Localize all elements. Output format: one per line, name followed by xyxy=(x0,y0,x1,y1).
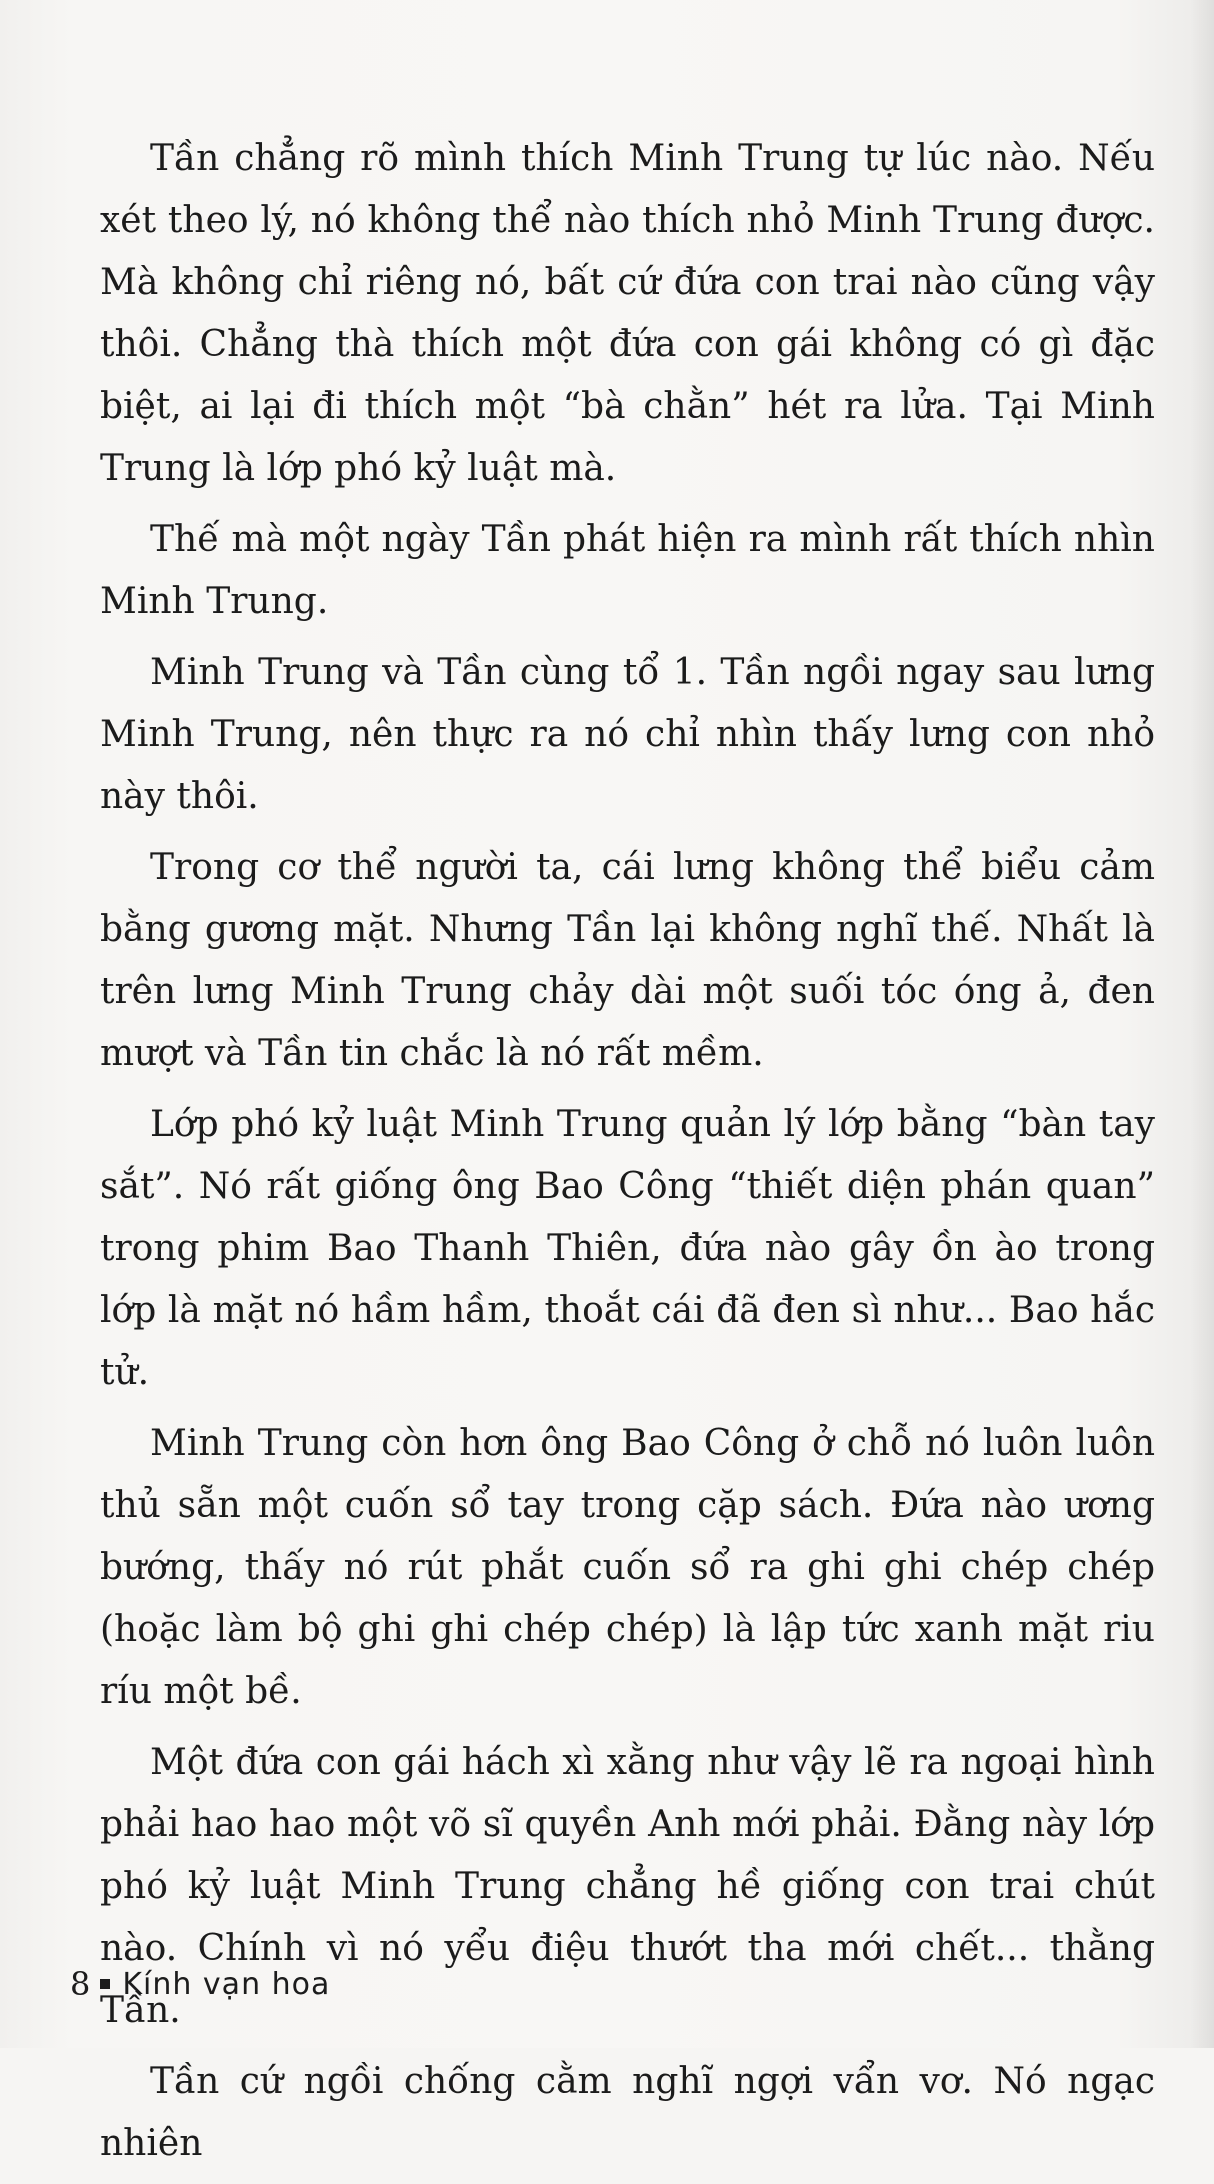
paragraph-2: Thế mà một ngày Tần phát hiện ra mình rất thích nhìn Minh Trung. xyxy=(100,519,1155,622)
paragraph-4: Trong cơ thể người ta, cái lưng không thể biểu cảm bằng gương mặt. Nhưng Tần lại không nghĩ thế. Nhất là trên lưng Minh Trung chảy dài một suối tóc óng ả, đen mượt và Tần tin chắc là nó rất mềm. xyxy=(100,847,1155,1074)
body-text xyxy=(100,128,1155,2184)
paragraph-6: Minh Trung còn hơn ông Bao Công ở chỗ nó luôn luôn thủ sẵn một cuốn sổ tay trong cặp sách. Đứa nào ương bướng, thấy nó rút phắt cuốn sổ ra ghi ghi chép chép (hoặc làm bộ ghi ghi chép chép) là lập tức xanh mặt riu ríu một bề. xyxy=(100,1423,1155,1712)
paragraph-8: Tần cứ ngồi chống cằm nghĩ ngợi vẩn vơ. Nó ngạc nhiên xyxy=(100,2061,1155,2164)
page-footer xyxy=(70,1965,330,2003)
page-number: 8 xyxy=(70,1965,91,2003)
paragraph-1: Tần chẳng rõ mình thích Minh Trung tự lúc nào. Nếu xét theo lý, nó không thể nào thích nhỏ Minh Trung được. Mà không chỉ riêng nó, bất cứ đứa con trai nào cũng vậy thôi. Chẳng thà thích một đứa con gái không có gì đặc biệt, ai lại đi thích một “bà chằn” hét ra lửa. Tại Minh Trung là lớp phó kỷ luật mà. xyxy=(100,138,1155,489)
page-edge-shadow xyxy=(1190,0,1214,2048)
paragraph-3: Minh Trung và Tần cùng tổ 1. Tần ngồi ngay sau lưng Minh Trung, nên thực ra nó chỉ nhìn thấy lưng con nhỏ này thôi. xyxy=(100,652,1155,817)
square-bullet-icon xyxy=(100,1979,110,1989)
paragraph-5: Lớp phó kỷ luật Minh Trung quản lý lớp bằng “bàn tay sắt”. Nó rất giống ông Bao Công “thiết diện phán quan” trong phim Bao Thanh Thiên, đứa nào gây ồn ào trong lớp là mặt nó hầm hầm, thoắt cái đã đen sì như... Bao hắc tử. xyxy=(100,1104,1155,1393)
paragraph-7: Một đứa con gái hách xì xằng như vậy lẽ ra ngoại hình phải hao hao một võ sĩ quyền Anh mới phải. Đằng này lớp phó kỷ luật Minh Trung chẳng hề giống con trai chút nào. Chính vì nó yểu điệu thướt tha mới chết... thằng Tần. xyxy=(100,1742,1155,2031)
running-title: Kính vạn hoa xyxy=(122,1966,331,2002)
